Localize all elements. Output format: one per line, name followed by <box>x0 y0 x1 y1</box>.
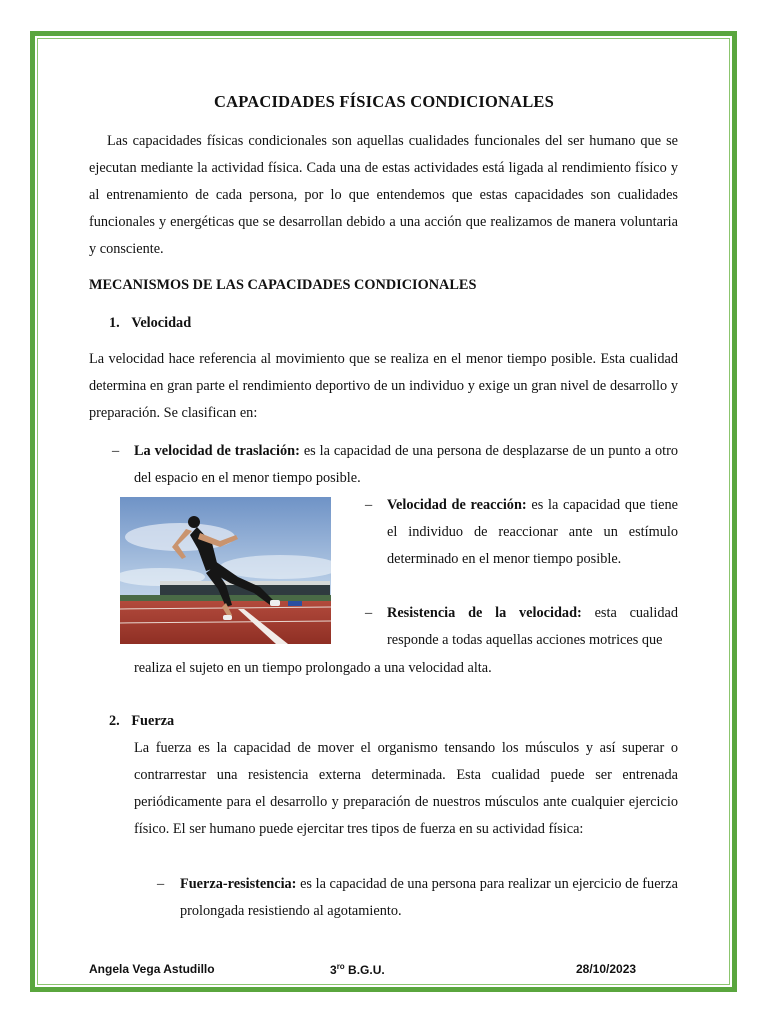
fuerza-number: 2. <box>109 713 120 729</box>
grade-superscript: ro <box>336 962 345 971</box>
bullet-text: es la capacidad de una persona para realizar un ejercicio de fuerza prolongada resistiendo al agotamiento. <box>180 876 678 919</box>
grade-number: 3 <box>330 963 337 977</box>
velocidad-number: 1. <box>109 315 120 331</box>
bullet-dash: – <box>112 443 120 459</box>
sprinter-photo <box>120 497 331 644</box>
grade-text: B.G.U. <box>344 963 385 977</box>
fuerza-title: Fuerza <box>131 713 175 729</box>
bullet-reaccion <box>387 492 678 573</box>
bullet-traslacion <box>134 438 678 492</box>
bullet-dash: – <box>365 605 373 621</box>
velocidad-paragraph: La velocidad hace referencia al movimiento que se realiza en el menor tiempo posible. Esta cualidad determina en gran parte el rendimiento deportivo de un individuo y exige un gran nivel de desarrollo y preparación. Se clasifican en: <box>89 351 678 421</box>
bullet-term: La velocidad de traslación: <box>134 443 300 459</box>
bullet-text: es la capacidad de una persona de desplazarse de un punto a otro del espacio en el menor tiempo posible. <box>134 443 679 486</box>
fuerza-paragraph: La fuerza es la capacidad de mover el organismo tensando los músculos y así superar o contrarrestar una resistencia externa determinada. Esta cualidad puede ser entrenada periódicamente para el desarrollo y preparación de nuestros músculos ante cualquier ejercicio físico. El ser humano puede ejercitar tres tipos de fuerza en su actividad física: <box>134 740 678 837</box>
bullet-text: esta cualidad responde a todas aquellas acciones motrices que <box>387 605 678 648</box>
section-heading: MECANISMOS DE LAS CAPACIDADES CONDICIONALES <box>89 277 477 293</box>
footer-grade <box>330 962 385 977</box>
bullet-fuerza-resistencia <box>180 871 678 925</box>
bullet-dash: – <box>365 497 373 513</box>
bullet-resistencia-velocidad <box>387 600 678 654</box>
bullet-term: Fuerza-resistencia: <box>180 876 297 892</box>
footer-date: 28/10/2023 <box>576 962 637 976</box>
bullet-text: es la capacidad que tiene el individuo de reaccionar ante un estímulo determinado en el menor tiempo posible. <box>387 497 679 567</box>
fuerza-heading <box>109 713 174 730</box>
bullet-term: Resistencia de la velocidad: <box>387 605 582 621</box>
velocidad-heading <box>109 315 191 332</box>
footer-author: Angela Vega Astudillo <box>89 962 215 976</box>
intro-paragraph: Las capacidades físicas condicionales son aquellas cualidades funcionales del ser humano que se ejecutan mediante la actividad física. Cada una de estas actividades está ligada al rendimiento físico y al entrenamiento de cada persona, por lo que entendemos que estas capacidades son cualidades funcionales y energéticas que se desarrollan debido a una acción que realizamos de manera voluntaria y consciente. <box>89 133 678 257</box>
bullet-term: Velocidad de reacción: <box>387 497 527 513</box>
velocidad-title: Velocidad <box>131 315 192 331</box>
document-title: CAPACIDADES FÍSICAS CONDICIONALES <box>213 92 555 111</box>
bullet-dash: – <box>157 876 165 892</box>
bullet-continuation: realiza el sujeto en un tiempo prolongado a una velocidad alta. <box>134 660 492 676</box>
